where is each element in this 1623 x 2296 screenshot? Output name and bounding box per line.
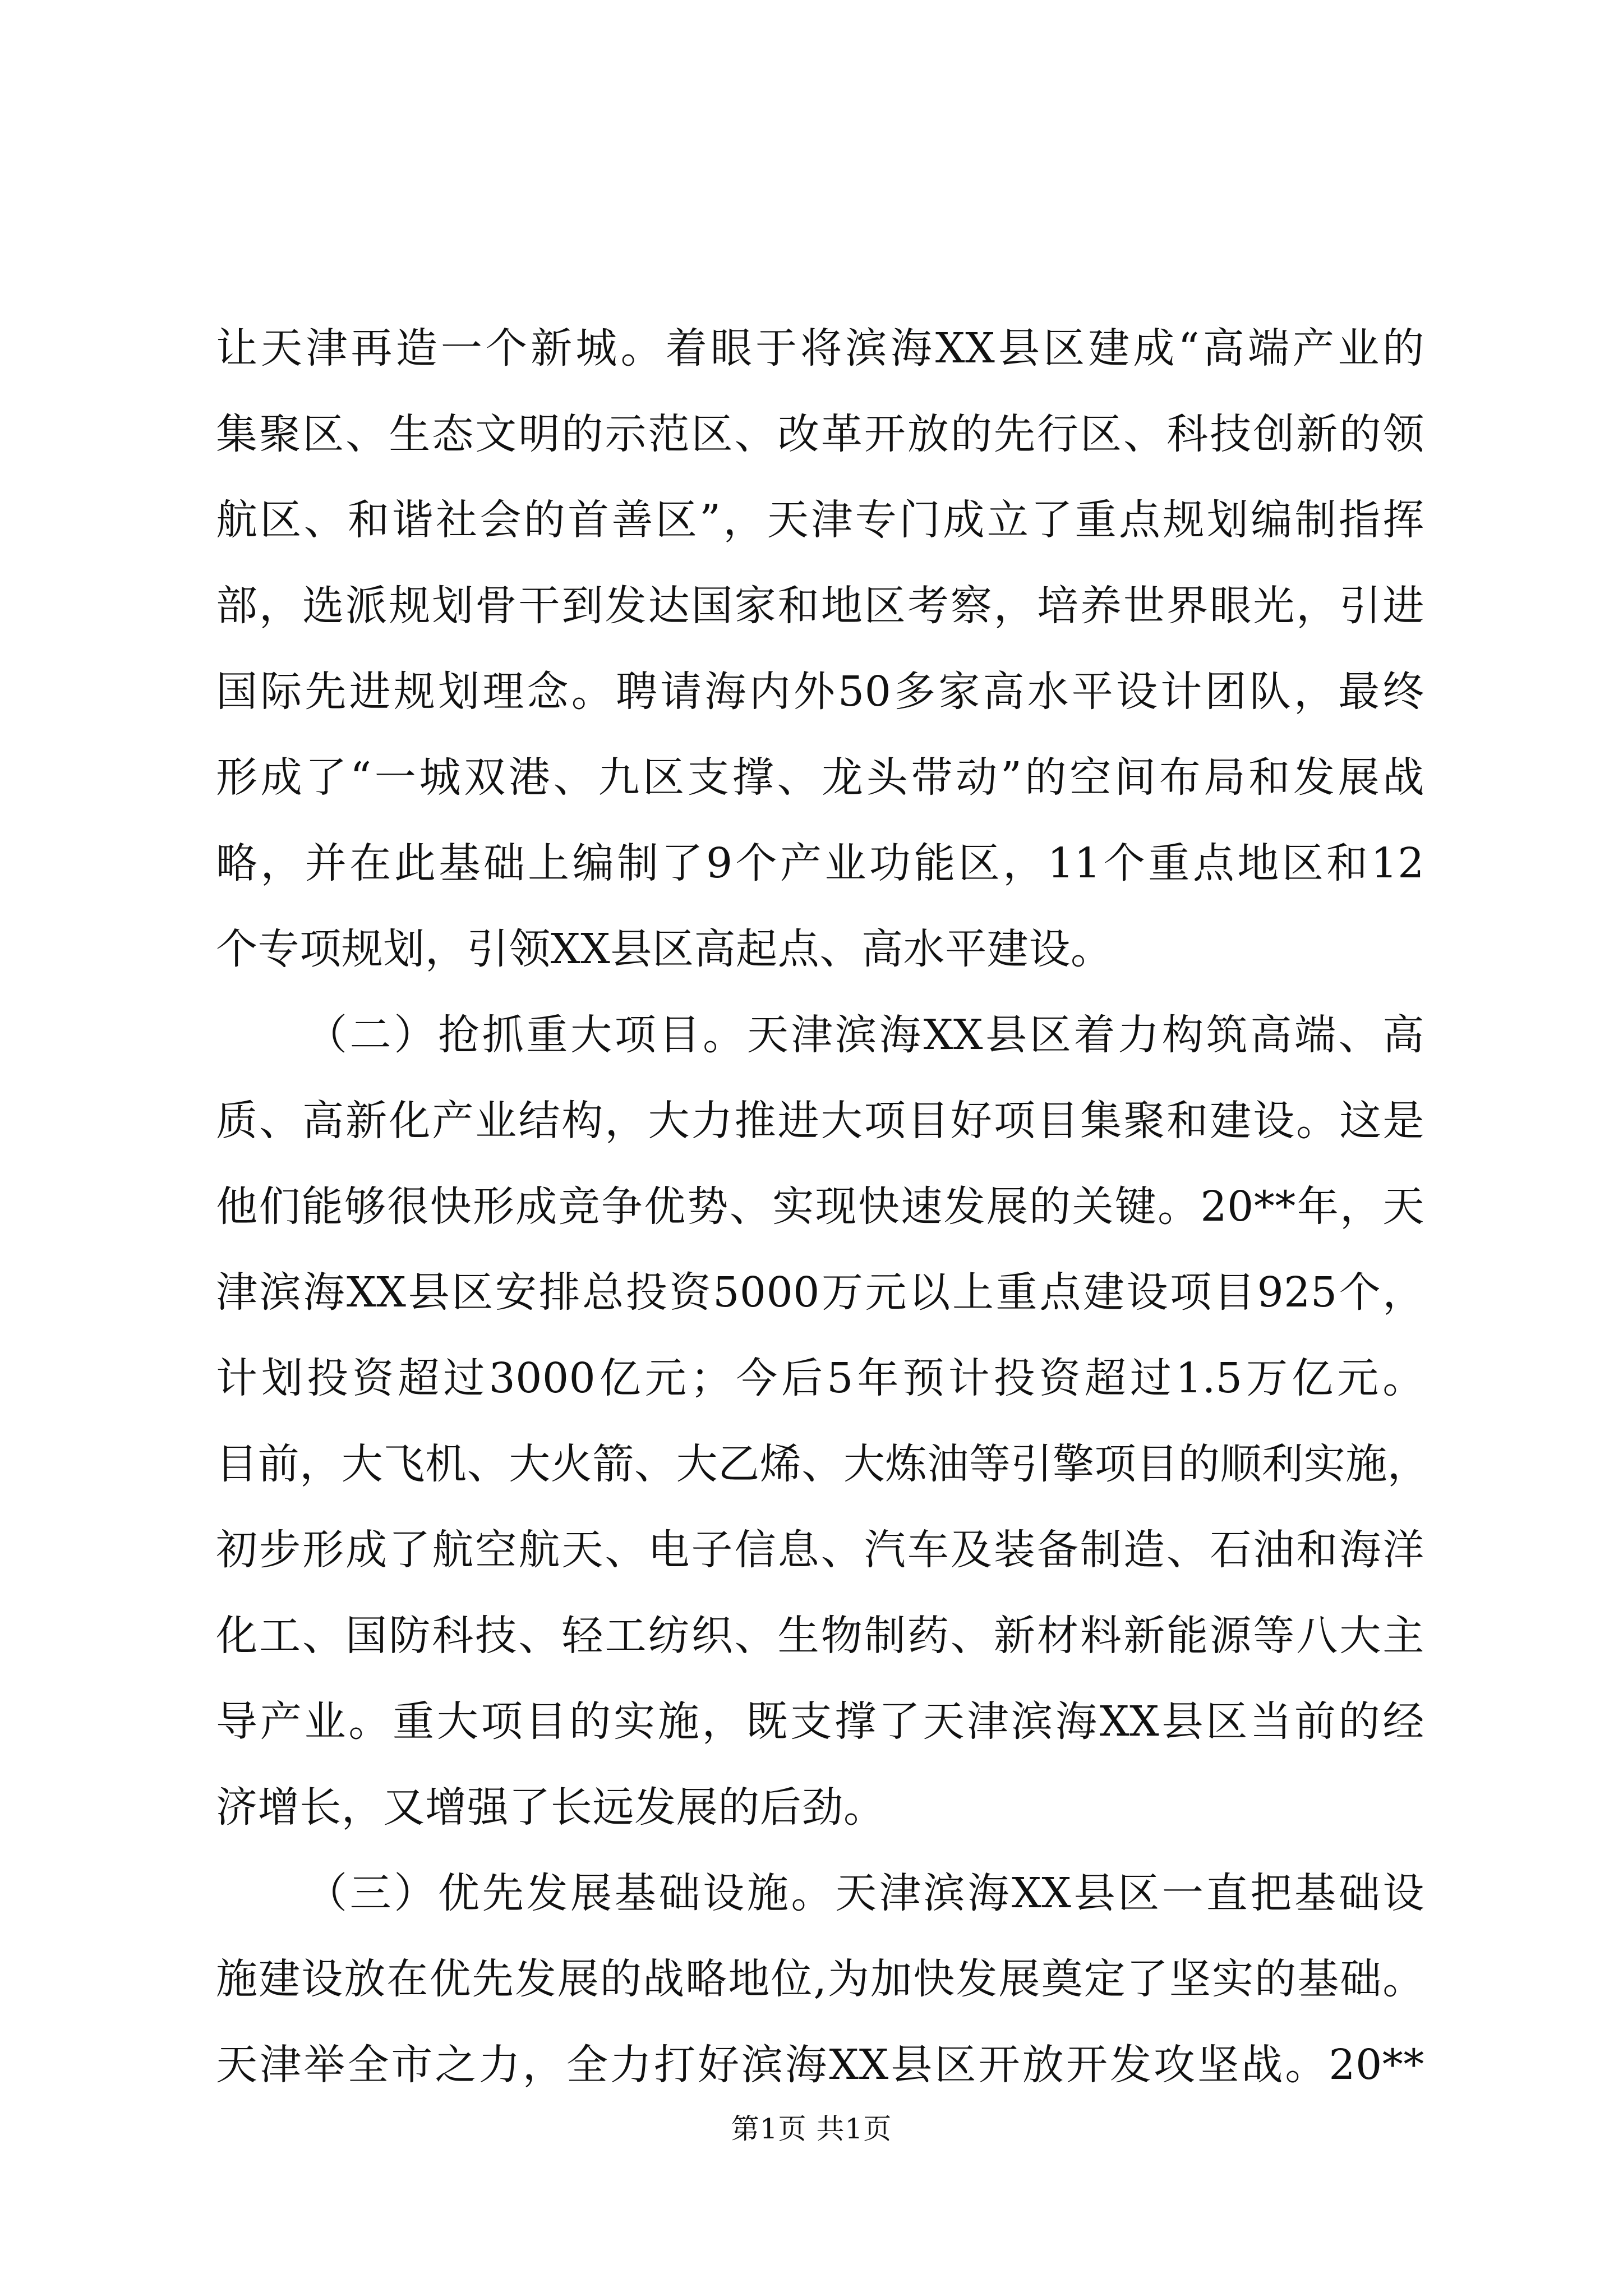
paragraph-end-line: 个专项规划，引领XX县区高起点、高水平建设。 xyxy=(216,925,1113,973)
text-line: 他们能够很快形成竞争优势、实现快速发展的关键。20**年，天 xyxy=(216,1182,1424,1231)
text-line: 津滨海XX县区安排总投资5000万元以上重点建设项目925个， xyxy=(216,1268,1424,1317)
text-line: 部，选派规划骨干到发达国家和地区考察，培养世界眼光，引进 xyxy=(216,582,1424,630)
paragraph-start-line: （三）优先发展基础设施。天津滨海XX县区一直把基础设 xyxy=(306,1869,1424,1917)
text-line: 导产业。重大项目的实施，既支撑了天津滨海XX县区当前的经 xyxy=(216,1697,1424,1746)
text-line: 国际先进规划理念。聘请海内外50多家高水平设计团队，最终 xyxy=(216,668,1424,716)
text-line: 计划投资超过3000亿元；今后5年预计投资超过1.5万亿元。 xyxy=(216,1354,1424,1402)
text-line: 初步形成了航空航天、电子信息、汽车及装备制造、石油和海洋 xyxy=(216,1526,1424,1574)
text-line: 航区、和谐社会的首善区”，天津专门成立了重点规划编制指挥 xyxy=(216,496,1424,544)
text-line: 集聚区、生态文明的示范区、改革开放的先行区、科技创新的领 xyxy=(216,410,1424,458)
text-line: 天津举全市之力，全力打好滨海XX县区开放开发攻坚战。20** xyxy=(216,2041,1424,2089)
text-line: 施建设放在优先发展的战略地位,为加快发展奠定了坚实的基础。 xyxy=(216,1955,1424,2003)
text-line: 让天津再造一个新城。着眼于将滨海XX县区建成“高端产业的 xyxy=(216,324,1424,372)
text-line: 化工、国防科技、轻工纺织、生物制药、新材料新能源等八大主 xyxy=(216,1612,1424,1660)
paragraph-end-line: 济增长，又增强了长远发展的后劲。 xyxy=(216,1783,886,1832)
page-footer: 第1页 共1页 xyxy=(731,2113,892,2145)
document-body xyxy=(216,306,1430,2108)
text-line: 形成了“一城双港、九区支撑、龙头带动”的空间布局和发展战 xyxy=(216,753,1424,802)
paragraph-start-line: （二）抢抓重大项目。天津滨海XX县区着力构筑高端、高 xyxy=(306,1011,1424,1059)
text-line: 略，并在此基础上编制了9个产业功能区，11个重点地区和12 xyxy=(216,839,1424,887)
text-line: 目前，大飞机、大火箭、大乙烯、大炼油等引擎项目的顺利实施， xyxy=(216,1440,1430,1488)
text-line: 质、高新化产业结构，大力推进大项目好项目集聚和建设。这是 xyxy=(216,1097,1424,1145)
